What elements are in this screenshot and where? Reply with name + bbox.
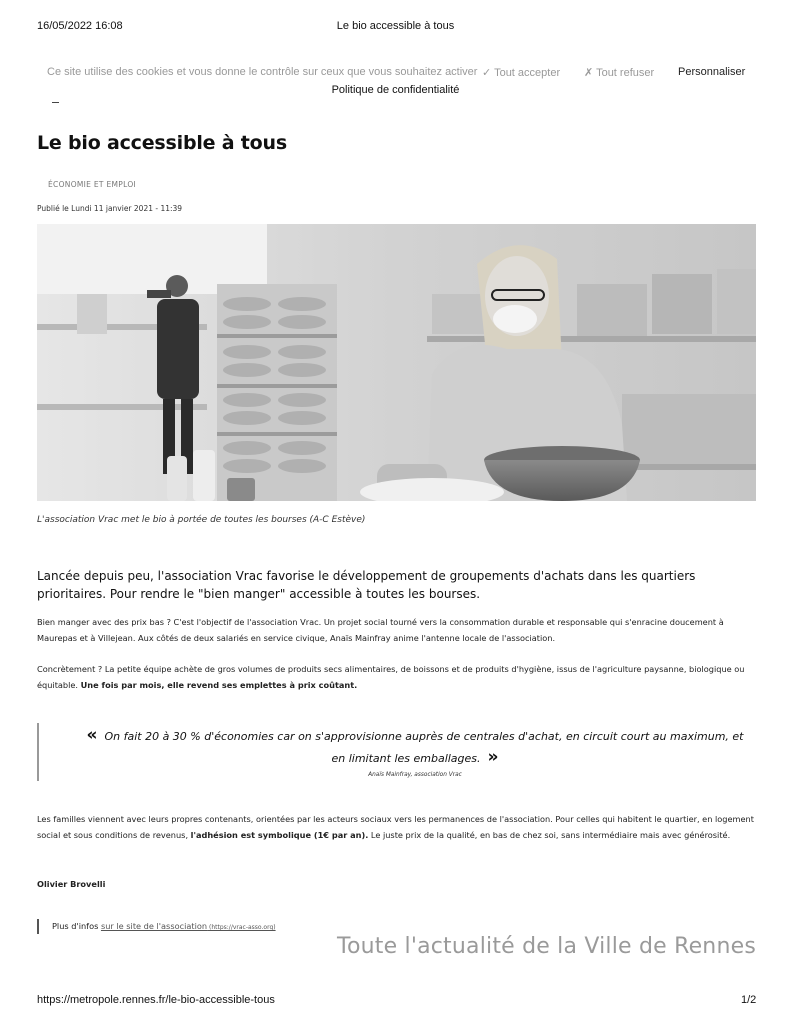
print-url: https://metropole.rennes.fr/le-bio-accessible-tous	[37, 994, 275, 1006]
footer-title[interactable]: Toute l'actualité de la Ville de Rennes	[337, 934, 756, 959]
customize-button[interactable]: Personnaliser	[678, 66, 746, 78]
more-info-bar	[37, 919, 39, 934]
paragraph-1: Bien manger avec des prix bas ? C'est l'objectif de l'association Vrac. Un projet social tourné vers la consommation durable et responsable qui s'enracine doucement à Maurepas et à Villejean. Aux côtés de deux salariés en service civique, Anaïs Mainfray anime l'antenne locale de l'association.	[37, 617, 724, 643]
cookie-message: Ce site utilise des cookies et vous donne le contrôle sur ceux que vous souhaitez activer	[47, 66, 478, 78]
privacy-policy-link[interactable]: Politique de confidentialité	[331, 84, 460, 96]
quote-open-mark: «	[86, 725, 98, 745]
association-url[interactable]: (https://vrac-asso.org)	[207, 924, 276, 931]
quote-text: On fait 20 à 30 % d'économies car on s'approvisionne auprès de centrales d'achat, en circuit court au maximum, et en limitant les emballages.	[104, 730, 744, 765]
quote-bar	[37, 723, 39, 781]
accept-all-button[interactable]: ✓ Tout accepter	[482, 67, 561, 79]
print-datetime: 16/05/2022 16:08	[37, 20, 123, 32]
article-photo	[37, 224, 756, 501]
print-title: Le bio accessible à tous	[336, 20, 455, 32]
print-page-number: 1/2	[741, 994, 757, 1006]
header-dash	[52, 102, 59, 103]
publish-date: Publié le Lundi 11 janvier 2021 - 11:39	[37, 204, 183, 213]
article-lead: Lancée depuis peu, l'association Vrac favorise le développement de groupements d'achats dans les quartiers prioritaires. Pour rendre le "bien manger" accessible à toutes les bourses.	[37, 569, 696, 601]
article-photo-illustration	[37, 224, 756, 501]
paragraph-3	[37, 811, 757, 843]
paragraph-3-text: Les familles viennent avec leurs propres contenants, orientées par les acteurs sociaux vers les permanences de l'association. Pour celles qui habitent le quartier, en logement social et sous conditions de revenus,	[37, 814, 754, 840]
paragraph-2-emphasis: Une fois par mois, elle revend ses emplettes à prix coûtant.	[80, 680, 358, 690]
quote-author: Anaïs Mainfray, association Vrac	[368, 772, 462, 778]
paragraph-2	[37, 661, 757, 693]
more-info	[52, 921, 276, 931]
quote-close-mark: »	[487, 747, 499, 767]
refuse-all-button[interactable]: ✗ Tout refuser	[584, 67, 655, 79]
article-title: Le bio accessible à tous	[37, 132, 287, 154]
association-site-link[interactable]: sur le site de l'association	[100, 921, 208, 931]
article-author: Olivier Brovelli	[37, 879, 106, 889]
paragraph-3-emphasis: l'adhésion est symbolique (1€ par an).	[190, 830, 369, 840]
paragraph-2-text: Concrètement ? La petite équipe achète de gros volumes de produits secs alimentaires, de boissons et de produits d'hygiène, issus de l'agriculture paysanne, biologique ou équitable.	[37, 664, 745, 690]
more-info-label: Plus d'infos	[52, 921, 101, 931]
category-label[interactable]: ÉCONOMIE ET EMPLOI	[48, 180, 137, 189]
quote-block	[80, 725, 750, 769]
paragraph-3-end: Le juste prix de la qualité, en bas de chez soi, sans intermédiaire mais avec générosité.	[368, 830, 731, 840]
photo-caption: L'association Vrac met le bio à portée de toutes les bourses (A-C Estève)	[37, 515, 366, 525]
